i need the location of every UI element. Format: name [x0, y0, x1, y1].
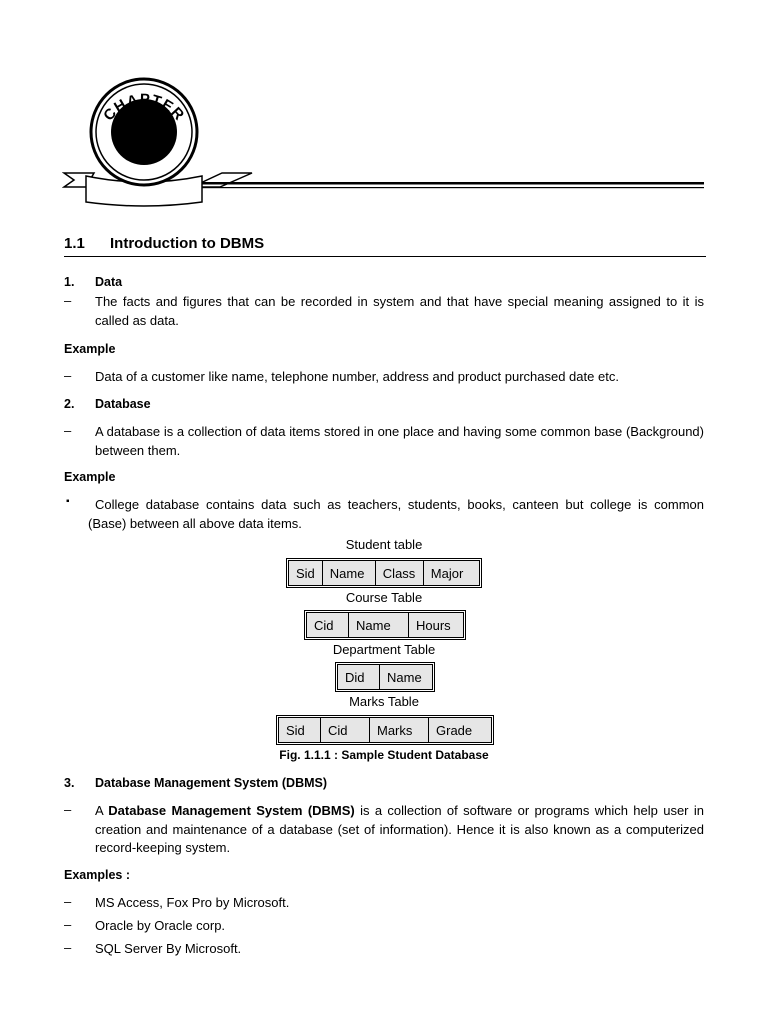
dbms-example-item: MS Access, Fox Pro by Microsoft.: [95, 895, 290, 910]
column-header: Name: [322, 561, 375, 586]
item-number: 1.: [64, 275, 75, 289]
section-rule: [64, 256, 706, 257]
chapter-label: CHAPTER: [100, 90, 188, 125]
schema-table-student: [288, 560, 480, 586]
column-header: Cid: [307, 613, 349, 638]
section-heading: [64, 235, 264, 252]
examples-label: Examples :: [64, 868, 131, 882]
section-number: 1.1: [64, 235, 85, 252]
dbms-example-item: SQL Server By Microsoft.: [95, 941, 242, 956]
column-header: Class: [375, 561, 423, 586]
schema-table-marks: [278, 717, 492, 743]
example-label: Example: [64, 470, 116, 484]
square-bullet: ▪: [66, 496, 70, 507]
dash-bullet: –: [64, 894, 72, 909]
column-header: Name: [380, 665, 433, 690]
column-header: Cid: [321, 718, 370, 743]
item-title: Data: [95, 275, 123, 289]
table-title-course: Course Table: [345, 590, 423, 605]
dbms-def-term: Database Management System (DBMS): [108, 803, 355, 818]
dash-bullet: –: [64, 423, 72, 438]
database-definition: A database is a collection of data items stored in one place and having some common base (Background) between them.: [95, 424, 704, 458]
table-title-marks: Marks Table: [349, 694, 419, 709]
dash-bullet: –: [64, 368, 72, 383]
item-number: 3.: [64, 776, 75, 790]
figure-caption: Fig. 1.1.1 : Sample Student Database: [279, 748, 489, 762]
dash-bullet: –: [64, 940, 72, 955]
column-header: Name: [349, 613, 409, 638]
dbms-example-item: Oracle by Oracle corp.: [95, 918, 226, 933]
database-example: College database contains data such as teachers, students, books, canteen but college is common (Base) between all above data items.: [88, 497, 704, 531]
column-header: Sid: [279, 718, 321, 743]
item-title: Database Management System (DBMS): [95, 776, 328, 790]
column-header: Grade: [429, 718, 492, 743]
column-header: Hours: [409, 613, 464, 638]
dbms-def-rest: is a collection of software or programs which help user in creation and maintenance of a database (set of information). Hence it is also known as a computerized record-keeping system.: [95, 803, 704, 855]
example-label: Example: [64, 342, 116, 356]
column-header: Marks: [370, 718, 429, 743]
table-title-department: Department Table: [332, 642, 436, 657]
data-definition: The facts and figures that can be recorded in system and that have special meaning assigned to it is called as data.: [95, 294, 704, 328]
section-title: Introduction to DBMS: [110, 235, 265, 252]
data-example: Data of a customer like name, telephone number, address and product purchased date etc.: [95, 369, 619, 384]
item-number: 2.: [64, 397, 75, 411]
dash-bullet: –: [64, 802, 72, 817]
column-header: Major: [423, 561, 479, 586]
dash-bullet: –: [64, 293, 72, 308]
dash-bullet: –: [64, 917, 72, 932]
schema-table-department: [337, 664, 433, 690]
dbms-definition: [95, 802, 704, 858]
column-header: Did: [338, 665, 380, 690]
chapter-emblem: [62, 76, 706, 212]
schema-table-course: [306, 612, 464, 638]
column-header: Sid: [289, 561, 323, 586]
item-title: Database: [95, 397, 151, 411]
dbms-def-prefix: A: [95, 803, 109, 818]
table-title-student: Student table: [345, 537, 423, 552]
